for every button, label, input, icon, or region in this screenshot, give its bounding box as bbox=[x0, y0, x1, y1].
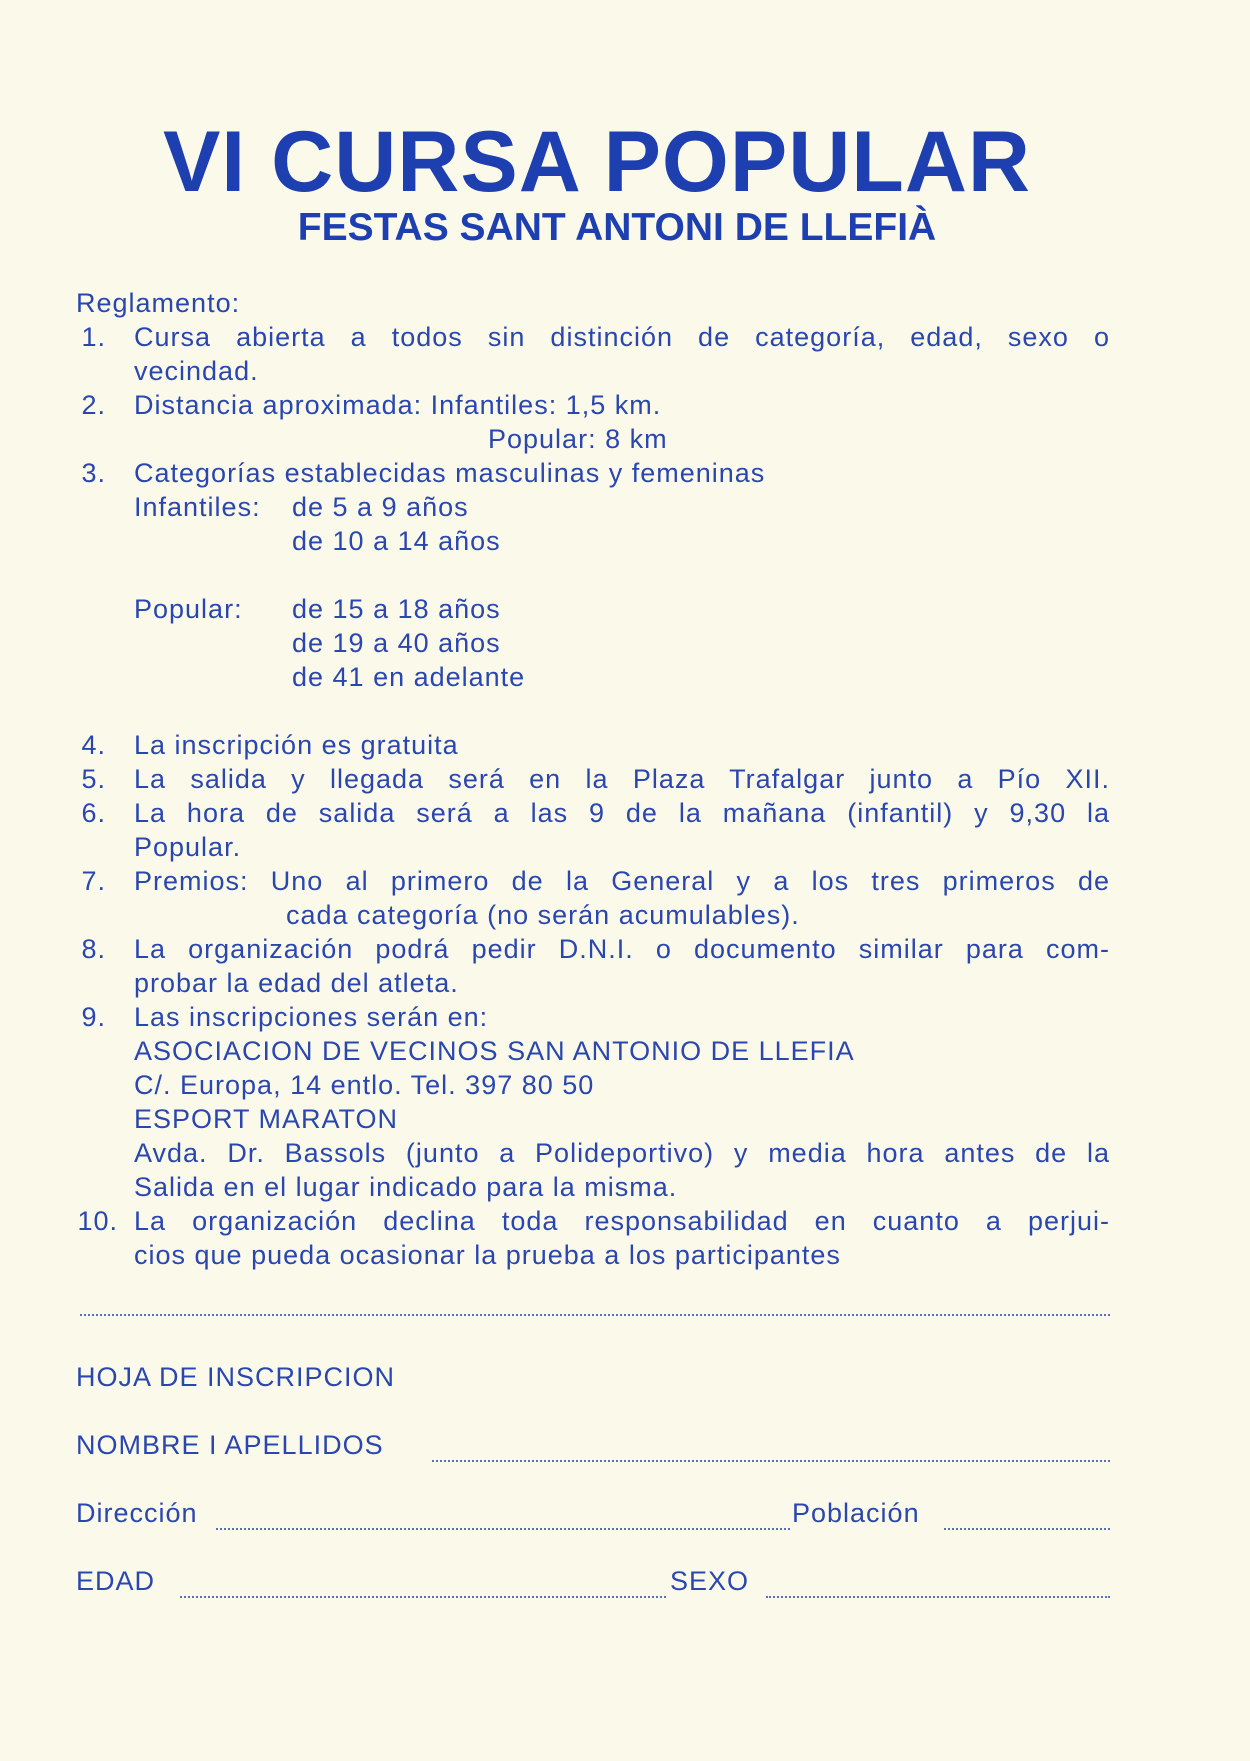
rule-text: Distancia aproximada: Infantiles: 1,5 km. bbox=[134, 390, 662, 420]
rule-text: Popular. bbox=[134, 832, 242, 862]
rule-text: Categorías establecidas masculinas y femeninas bbox=[134, 458, 766, 488]
page-title: VI CURSA POPULAR bbox=[162, 114, 1032, 210]
age-range: de 15 a 18 años bbox=[292, 594, 501, 624]
form-heading: HOJA DE INSCRIPCION bbox=[76, 1362, 396, 1392]
address-line[interactable] bbox=[216, 1528, 790, 1530]
rule-number: 10. bbox=[77, 1206, 118, 1236]
sex-line[interactable] bbox=[766, 1596, 1110, 1598]
rule-text: C/. Europa, 14 entlo. Tel. 397 80 50 bbox=[134, 1070, 595, 1100]
age-sex-row bbox=[76, 1566, 1110, 1602]
rule-number: 8. bbox=[81, 934, 106, 964]
age-label: EDAD bbox=[76, 1566, 156, 1596]
rule-number: 6. bbox=[81, 798, 106, 828]
town-line[interactable] bbox=[944, 1528, 1110, 1530]
address-row bbox=[76, 1498, 1110, 1534]
age-range: de 10 a 14 años bbox=[292, 526, 501, 556]
regulations-heading: Reglamento: bbox=[76, 288, 241, 318]
age-range: de 19 a 40 años bbox=[292, 628, 501, 658]
rule-text: Popular: 8 km bbox=[488, 424, 668, 454]
rule-number: 9. bbox=[81, 1002, 106, 1032]
category-label: Popular: bbox=[134, 594, 243, 624]
name-label: NOMBRE I APELLIDOS bbox=[76, 1430, 384, 1460]
rule-text: Premios: Uno al primero de la General y a los tres primeros de bbox=[134, 866, 1110, 896]
rule-text: La organización declina toda responsabilidad en cuanto a perjui- bbox=[134, 1206, 1110, 1236]
rule-text: cios que pueda ocasionar la prueba a los participantes bbox=[134, 1240, 841, 1270]
rule-text: cada categoría (no serán acumulables). bbox=[286, 900, 800, 930]
age-range: de 5 a 9 años bbox=[292, 492, 469, 522]
rule-text: vecindad. bbox=[134, 356, 259, 386]
rule-text: probar la edad del atleta. bbox=[134, 968, 459, 998]
age-line[interactable] bbox=[180, 1596, 666, 1598]
age-range: de 41 en adelante bbox=[292, 662, 526, 692]
rule-text: ASOCIACION DE VECINOS SAN ANTONIO DE LLEFIA bbox=[134, 1036, 855, 1066]
rule-text: Avda. Dr. Bassols (junto a Polideportivo) y media hora antes de la bbox=[134, 1138, 1110, 1168]
rule-text: La hora de salida será a las 9 de la mañana (infantil) y 9,30 la bbox=[134, 798, 1110, 828]
page-subtitle: FESTAS SANT ANTONI DE LLEFIÀ bbox=[297, 206, 937, 249]
sex-label: SEXO bbox=[670, 1566, 750, 1596]
rule-text: La salida y llegada será en la Plaza Trafalgar junto a Pío XII. bbox=[134, 764, 1110, 794]
rule-number: 4. bbox=[81, 730, 106, 760]
rule-text: La organización podrá pedir D.N.I. o documento similar para com- bbox=[134, 934, 1110, 964]
rule-number: 3. bbox=[81, 458, 106, 488]
rule-text: La inscripción es gratuita bbox=[134, 730, 459, 760]
name-line[interactable] bbox=[432, 1460, 1110, 1462]
category-label: Infantiles: bbox=[134, 492, 261, 522]
cut-line bbox=[80, 1314, 1110, 1316]
rule-number: 1. bbox=[81, 322, 106, 352]
rule-text: Las inscripciones serán en: bbox=[134, 1002, 489, 1032]
rule-number: 7. bbox=[81, 866, 106, 896]
name-field[interactable] bbox=[76, 1430, 1110, 1466]
rule-text: Salida en el lugar indicado para la misma. bbox=[134, 1172, 678, 1202]
rule-number: 5. bbox=[81, 764, 106, 794]
address-label: Dirección bbox=[76, 1498, 198, 1528]
rule-text: Cursa abierta a todos sin distinción de categoría, edad, sexo o bbox=[134, 322, 1110, 352]
rule-number: 2. bbox=[81, 390, 106, 420]
town-label: Población bbox=[792, 1498, 920, 1528]
rule-text: ESPORT MARATON bbox=[134, 1104, 399, 1134]
